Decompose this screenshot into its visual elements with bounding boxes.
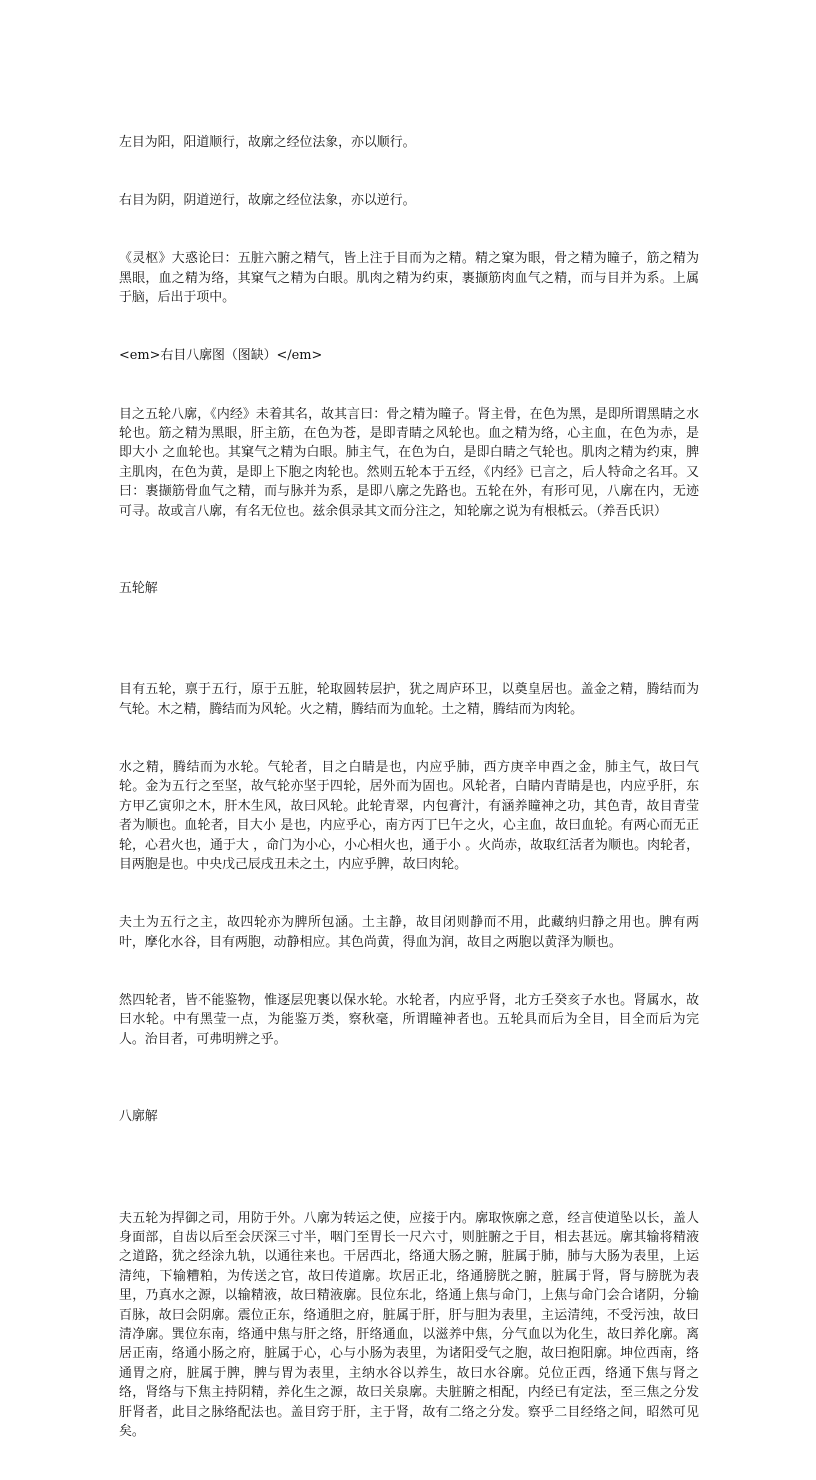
text-line: 夫五轮为捍御之司，用防于外。八廓为转运之使，应接于内。廓取恢廓之意，经言使道坠以长，盖人身面部，自齿以后至会厌深三寸半，咽门至胃长一尺六寸，则脏腑之于目，相去甚远。廓其输将精液之道路，犹之经涂九轨，以通往来也。干居西北，络通大肠之腑，脏属于肺，肺与大肠为表里，上运清纯，下输糟粕，为传送之官，故曰传道廓。坎居正北，络通膀胱之腑，脏属于肾，肾与膀胱为表里，乃真水之源，以输精液，故曰精液廓。艮位东北，络通上焦与命门，上焦与命门会合诸阴，分输百脉，故曰会阴廓。震位正东，络通胆之府，脏属于肝，肝与胆为表里，主运清纯，不受污浊，故曰清净廓。巽位东南，络通中焦与肝之络，肝络通血，以滋养中焦，分气血以为化生，故曰养化廓。离居正南，络通小肠之府，脏属于心，心与小肠为表里，为诸阳受气之胞，故曰抱阳廓。坤位西南，络通胃之府，脏属于脾，脾与胃为表里，主纳水谷以养生，故曰水谷廓。兑位正西，络通下焦与肾之络，肾络与下焦主持阴精，养化生之源，故曰关泉廓。夫脏腑之相配，内经已有定法，至三焦之分发肝肾者，此目之脉络配法也。盖目窍于肝，主于肾，故有二络之分发。察乎二目经络之间，昭然可见矣。 <box>119 1210 699 1439</box>
text-line: 夫土为五行之主，故四轮亦为脾所包涵。土主静，故目闭则静而不用，此藏纳归静之用也。脾有两叶，摩化水谷，目有两胞，动静相应。其色尚黄，得血为润，故目之两胞以黄泽为顺也。 <box>119 915 699 950</box>
image-missing-note: <em>右目八廓图（图缺）</em> <box>119 348 323 364</box>
text-line: 左目为阳，阳道顺行，故廓之经位法象，亦以顺行。 <box>119 134 416 150</box>
section-wulun-body <box>119 642 699 1088</box>
section-bakuo-body <box>119 1170 699 1480</box>
section-heading-wulun: 五轮解 <box>119 581 158 597</box>
text-line: 右目为阴，阴道逆行，故廓之经位法象，亦以逆行。 <box>119 193 416 209</box>
text-line: 目有五轮，禀于五行，原于五脏，轮取圆转层护，犹之周庐环卫，以奠皇居也。盖金之精，腾结而为气轮。木之精，腾结而为风轮。火之精，腾结而为血轮。土之精，腾结而为肉轮。 <box>119 682 699 717</box>
text-line: 目之五轮八廓，《内经》未着其名，故其言曰：骨之精为瞳子。肾主骨，在色为黑，是即所谓黑睛之水轮也。筋之精为黑眼，肝主筋，在色为苍，是即青睛之风轮也。血之精为络，心主血，在色为赤，是即大小 之血轮也。其窠气之精为白眼。肺主气，在色为白，是即白睛之气轮也。肌肉之精为约束，脾主肌肉，在色为黄，是即上下胞之肉轮也。然则五轮本于五经，《内经》已言之，后人特命之名耳。又曰：裹撷筋骨血气之精，而与脉并为系，是即八廓之先路也。五轮在外，有形可见，八廓在内，无迹可寻。故或言八廓，有名无位也。兹余俱录其文而分注之，知轮廓之说为有根柢云。（养吾氏识） <box>119 406 699 519</box>
text-line: 然四轮者，皆不能鉴物，惟逐层兜裹以保水轮。水轮者，内应乎肾，北方壬癸亥子水也。肾属水，故曰水轮。中有黑莹一点，为能鉴万类，察秋毫，所谓瞳神者也。五轮具而后为全目，目全而后为完人。治目者，可弗明辨之乎。 <box>119 992 699 1047</box>
section-intro <box>119 94 699 560</box>
text-line: 水之精，腾结而为水轮。气轮者，目之白睛是也，内应乎肺，西方庚辛申酉之金，肺主气，故曰气轮。金为五行之至坚，故气轮亦坚于四轮，居外而为固也。风轮者，白睛内青睛是也，内应乎肝，东方甲乙寅卯之木，肝木生风，故曰风轮。此轮青翠，内包膏汁，有涵养瞳神之功，其色青，故目青莹者为顺也。血轮者，目大小 是也，内应乎心，南方丙丁巳午之火，心主血，故曰血轮。有两心而无正轮，心君火也，通于大 ，命门为小心，小心相火也，通于小 。火尚赤，故取红活者为顺也。肉轮者，目两胞是也。中央戊己辰戌丑未之土，内应乎脾，故曰肉轮。 <box>119 759 699 873</box>
document-page <box>119 94 699 1480</box>
section-heading-bakuo: 八廓解 <box>119 1109 158 1125</box>
text-line: 《灵枢》大惑论曰：五脏六腑之精气，皆上注于目而为之精。精之窠为眼，骨之精为瞳子，筋之精为黑眼，血之精为络，其窠气之精为白眼。肌肉之精为约束，裹撷筋肉血气之精，而与目并为系。上属于脑，后出于项中。 <box>119 251 699 306</box>
